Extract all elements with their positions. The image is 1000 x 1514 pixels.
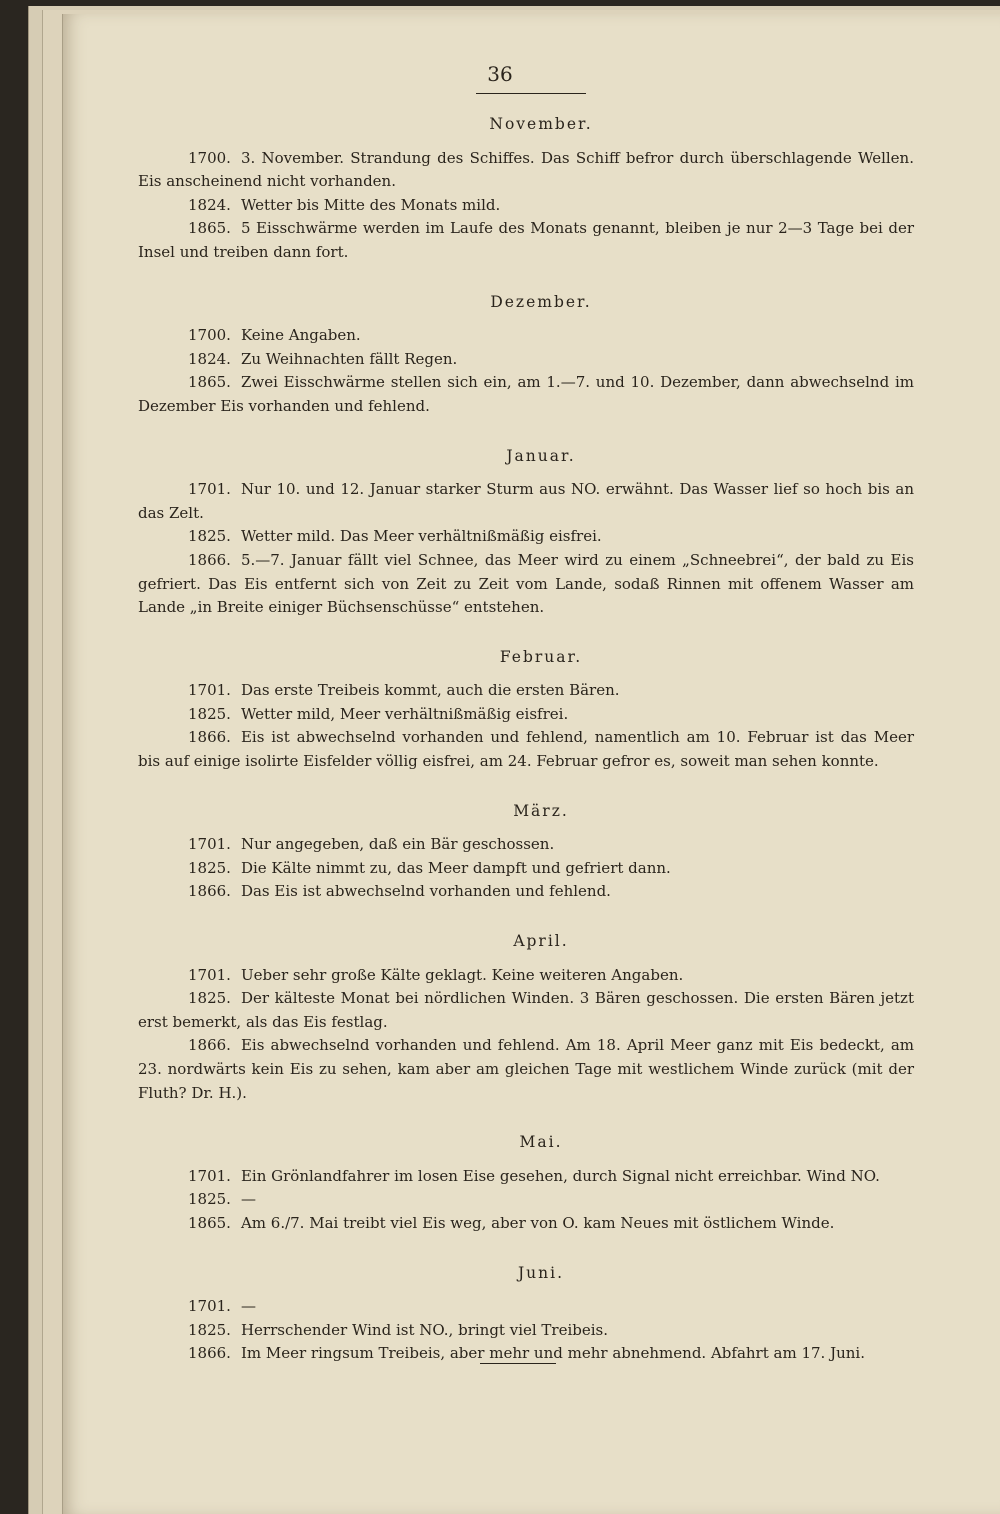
month-section — [138, 1131, 914, 1235]
entry-text: Das erste Treibeis kommt, auch die ersten Bären. — [240, 681, 620, 700]
entry-text: Zu Weihnachten fällt Regen. — [240, 349, 458, 368]
chronicle-entry — [138, 324, 914, 348]
entry-text: — — [240, 1297, 256, 1316]
entry-year: 1865. — [188, 373, 231, 392]
chronicle-entry — [138, 1165, 914, 1189]
month-heading: Januar. — [506, 446, 576, 465]
entry-text: Herrschender Wind ist NO., bringt viel Treibeis. — [240, 1320, 609, 1339]
entry-year: 1700. — [188, 326, 231, 345]
chronicle-entry — [138, 857, 914, 881]
entry-text: Die Kälte nimmt zu, das Meer dampft und gefriert dann. — [240, 858, 671, 877]
entry-text: Nur 10. und 12. Januar starker Sturm aus NO. erwähnt. Das Wasser lief so hoch bis an das Zelt. — [138, 480, 914, 522]
chronicle-entry — [138, 478, 914, 525]
chronicle-entry — [138, 1034, 914, 1105]
entry-text: Keine Angaben. — [240, 326, 361, 345]
entry-year: 1825. — [188, 858, 231, 877]
chronicle-entry — [138, 1212, 914, 1236]
chronicle-entry — [138, 217, 914, 264]
entry-year: 1701. — [188, 835, 231, 854]
footer-rule — [480, 1363, 556, 1364]
entry-year: 1701. — [188, 965, 231, 984]
chronicle-entry — [138, 147, 914, 194]
entry-year: 1865. — [188, 219, 231, 238]
entry-text: Eis ist abwechselnd vorhanden und fehlend, namentlich am 10. Februar ist das Meer bis auf einige isolirte Eisfelder völlig eisfrei, am 24. Februar gefror es, soweit man sehen konnte. — [138, 728, 914, 771]
month-heading: Mai. — [519, 1133, 563, 1152]
chronicle-entry — [138, 371, 914, 418]
month-section — [138, 646, 914, 774]
entry-year: 1865. — [188, 1213, 231, 1232]
chronicle-entry — [138, 679, 914, 703]
entry-year: 1701. — [188, 1166, 231, 1185]
chronicle-entry — [138, 964, 914, 988]
entry-year: 1825. — [188, 704, 231, 723]
month-section — [138, 291, 914, 419]
entry-text: Das Eis ist abwechselnd vorhanden und fehlend. — [240, 882, 611, 901]
month-heading: November. — [489, 115, 593, 133]
chronicle-content — [138, 113, 914, 1392]
chronicle-entry — [138, 880, 914, 904]
entry-year: 1825. — [188, 1320, 231, 1339]
month-heading: März. — [513, 801, 569, 820]
entry-year: 1825. — [188, 989, 231, 1008]
month-section — [138, 930, 914, 1105]
entry-text: Der kälteste Monat bei nördlichen Winden. 3 Bären geschossen. Die ersten Bären jetzt erst bemerkt, als das Eis festlag. — [138, 989, 914, 1031]
entry-year: 1825. — [188, 527, 231, 546]
chronicle-entry — [138, 703, 914, 727]
month-heading: Juni. — [517, 1263, 565, 1282]
entry-year: 1701. — [188, 1297, 231, 1316]
entry-text: Ueber sehr große Kälte geklagt. Keine weiteren Angaben. — [240, 965, 684, 984]
entry-year: 1701. — [188, 681, 231, 700]
chronicle-entry — [138, 1188, 914, 1212]
month-section — [138, 113, 914, 265]
entry-year: 1866. — [188, 1036, 231, 1055]
entry-text: Wetter mild. Das Meer verhältnißmäßig eisfrei. — [240, 527, 602, 546]
entry-text: Ein Grönlandfahrer im losen Eise gesehen, durch Signal nicht erreichbar. Wind NO. — [240, 1166, 880, 1185]
chronicle-entry — [138, 549, 914, 620]
chronicle-entry — [138, 194, 914, 218]
entry-year: 1701. — [188, 480, 231, 499]
month-heading: Februar. — [499, 647, 583, 666]
chronicle-entry — [138, 1319, 914, 1343]
chronicle-entry — [138, 987, 914, 1034]
entry-text: Eis abwechselnd vorhanden und fehlend. Am 18. April Meer ganz mit Eis bedeckt, am 23. nordwärts kein Eis zu sehen, kam aber am gleichen Tage mit westlichem Winde zurück (mit der Fluth? Dr. H.). — [138, 1036, 914, 1102]
entry-text: Am 6./7. Mai treibt viel Eis weg, aber von O. kam Neues mit östlichem Winde. — [240, 1213, 835, 1232]
month-section — [138, 800, 914, 904]
month-section-list — [138, 113, 914, 1366]
chronicle-entry — [138, 525, 914, 549]
entry-text: Wetter bis Mitte des Monats mild. — [240, 195, 501, 214]
chronicle-entry — [138, 726, 914, 773]
chronicle-entry — [138, 348, 914, 372]
entry-text: Nur angegeben, daß ein Bär geschossen. — [240, 835, 555, 854]
entry-year: 1866. — [188, 882, 231, 901]
entry-year: 1700. — [188, 148, 231, 167]
header-rule — [476, 93, 586, 94]
entry-text: Zwei Eisschwärme stellen sich ein, am 1.—7. und 10. Dezember, dann abwechselnd im Dezember Eis vorhanden und fehlend. — [138, 373, 914, 415]
month-heading: Dezember. — [490, 292, 592, 311]
entry-year: 1824. — [188, 195, 231, 214]
entry-year: 1866. — [188, 1344, 231, 1363]
entry-year: 1825. — [188, 1190, 231, 1209]
month-section — [138, 445, 914, 620]
entry-text: Wetter mild, Meer verhältnißmäßig eisfrei. — [240, 704, 569, 723]
entry-text: — — [240, 1190, 256, 1209]
chronicle-entry — [138, 1295, 914, 1319]
entry-text: 5.—7. Januar fällt viel Schnee, das Meer wird zu einem „Schneebrei“, der bald zu Eis gefriert. Das Eis entfernt sich von Zeit zu Zeit vom Lande, sodaß Rinnen mit offenem Wasser am Lande „in Breite einiger Büchsenschüsse“ entstehen. — [138, 550, 914, 617]
chronicle-entry — [138, 833, 914, 857]
month-section — [138, 1262, 914, 1366]
page-number: 36 — [487, 62, 513, 86]
entry-year: 1866. — [188, 550, 231, 569]
entry-text: 5 Eisschwärme werden im Laufe des Monats genannt, bleiben je nur 2—3 Tage bei der Insel und treiben dann fort. — [138, 219, 914, 261]
month-heading: April. — [513, 932, 569, 951]
entry-text: Im Meer ringsum Treibeis, aber mehr und mehr abnehmend. Abfahrt am 17. Juni. — [240, 1344, 865, 1363]
entry-year: 1866. — [188, 728, 231, 747]
entry-text: 3. November. Strandung des Schiffes. Das Schiff befror durch überschlagende Wellen. Eis anscheinend nicht vorhanden. — [138, 148, 914, 191]
entry-year: 1824. — [188, 349, 231, 368]
